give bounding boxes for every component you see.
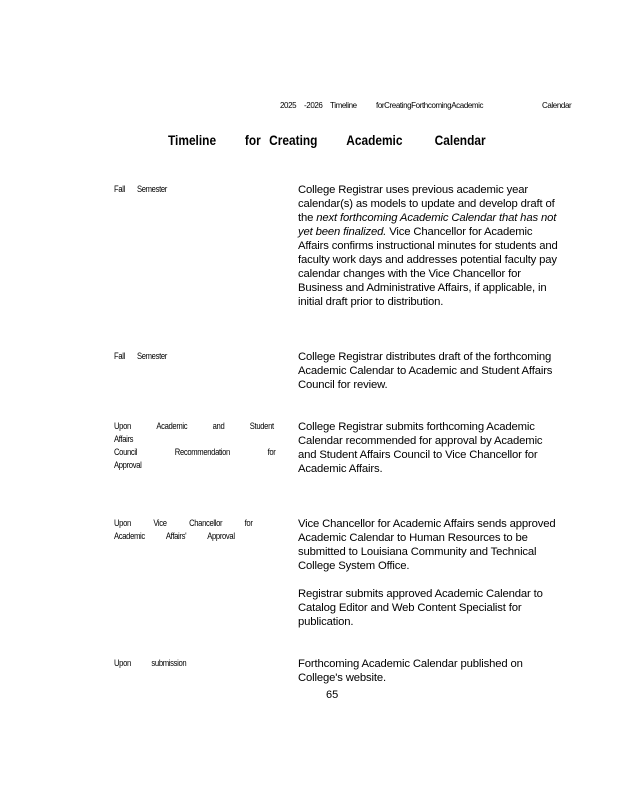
when-line: [114, 517, 253, 530]
when-line: [114, 420, 274, 433]
title-word-3: Creating: [269, 132, 318, 148]
action-text-part: Vice Chancellor for Academic Affairs confirms instructional minutes for students and faculty work days and addresses potential faculty pay calendar changes with the Vice Chancellor for Business and Administrative Affairs, if applicable, in initial draft prior to distribution.: [298, 226, 558, 308]
when-word: Academic: [156, 421, 188, 431]
action-text-2: Registrar submits approved Academic Calendar to Catalog Editor and Web Content Specialist for publication.: [298, 588, 543, 628]
when-word: Academic: [114, 531, 145, 541]
header-phrase: forCreatingForthcomingAcademic: [376, 101, 484, 110]
when-line: [114, 433, 254, 446]
when-word: for: [267, 447, 276, 457]
when-word: Chancellor: [189, 518, 223, 528]
row-when: [114, 517, 254, 543]
action-text-italic: next forthcoming Academic Calendar that has not yet been finalized.: [298, 212, 557, 238]
title-word-4: Academic: [346, 132, 403, 148]
row-when: [114, 183, 254, 196]
when-word: Affairs: [114, 434, 134, 444]
when-word: Council: [114, 447, 138, 457]
when-word: Fall: [114, 184, 125, 194]
when-word: Approval: [207, 531, 235, 541]
header-timeline: Timeline: [330, 101, 357, 110]
page-title: [168, 132, 486, 148]
when-word: Approval: [114, 460, 142, 470]
header-year-start: 2025: [280, 101, 297, 110]
when-word: Semester: [136, 351, 167, 361]
title-word-1: Timeline: [168, 132, 217, 148]
row-action: [298, 350, 560, 392]
when-word: Recommendation: [174, 447, 230, 457]
row-action: [298, 657, 560, 685]
action-text: [298, 183, 560, 309]
row-action: [298, 517, 560, 629]
when-word: Student: [249, 421, 274, 431]
row-action: [298, 420, 560, 476]
when-word: Affairs': [165, 531, 187, 541]
when-word: submission: [151, 658, 187, 668]
row-when: [114, 657, 254, 670]
when-word: Semester: [136, 184, 167, 194]
row-when: [114, 350, 254, 363]
action-text: Forthcoming Academic Calendar published on College's website.: [298, 658, 523, 684]
when-word: Upon: [114, 658, 131, 668]
when-word: Upon: [114, 421, 131, 431]
action-text: College Registrar submits forthcoming Academic Calendar recommended for approval by Academic and Student Affairs Council to Vice Chancellor for Academic Affairs.: [298, 421, 543, 475]
action-text: Vice Chancellor for Academic Affairs sends approved Academic Calendar to Human Resources to be submitted to Louisiana Community and Technical College System Office.: [298, 518, 556, 572]
page-number: 65: [326, 689, 339, 701]
row-action: [298, 183, 560, 309]
header-calendar: Calendar: [542, 101, 572, 110]
action-text-part: College Registrar uses previous academic year calendar(s) as models to update and develop draft of the: [298, 184, 555, 224]
when-line: [114, 530, 235, 543]
when-line: [114, 459, 254, 472]
when-word: Fall: [114, 351, 125, 361]
title-word-5: Calendar: [434, 132, 486, 148]
when-word: Vice: [153, 518, 167, 528]
when-word: for: [244, 518, 253, 528]
row-when: [114, 420, 276, 472]
when-line: [114, 446, 276, 459]
header-year-end: -2026: [304, 101, 323, 110]
action-text: College Registrar distributes draft of the forthcoming Academic Calendar to Academic and Student Affairs Council for review.: [298, 351, 553, 391]
when-word: Upon: [114, 518, 131, 528]
title-word-2: for: [244, 132, 261, 148]
when-word: and: [212, 421, 225, 431]
